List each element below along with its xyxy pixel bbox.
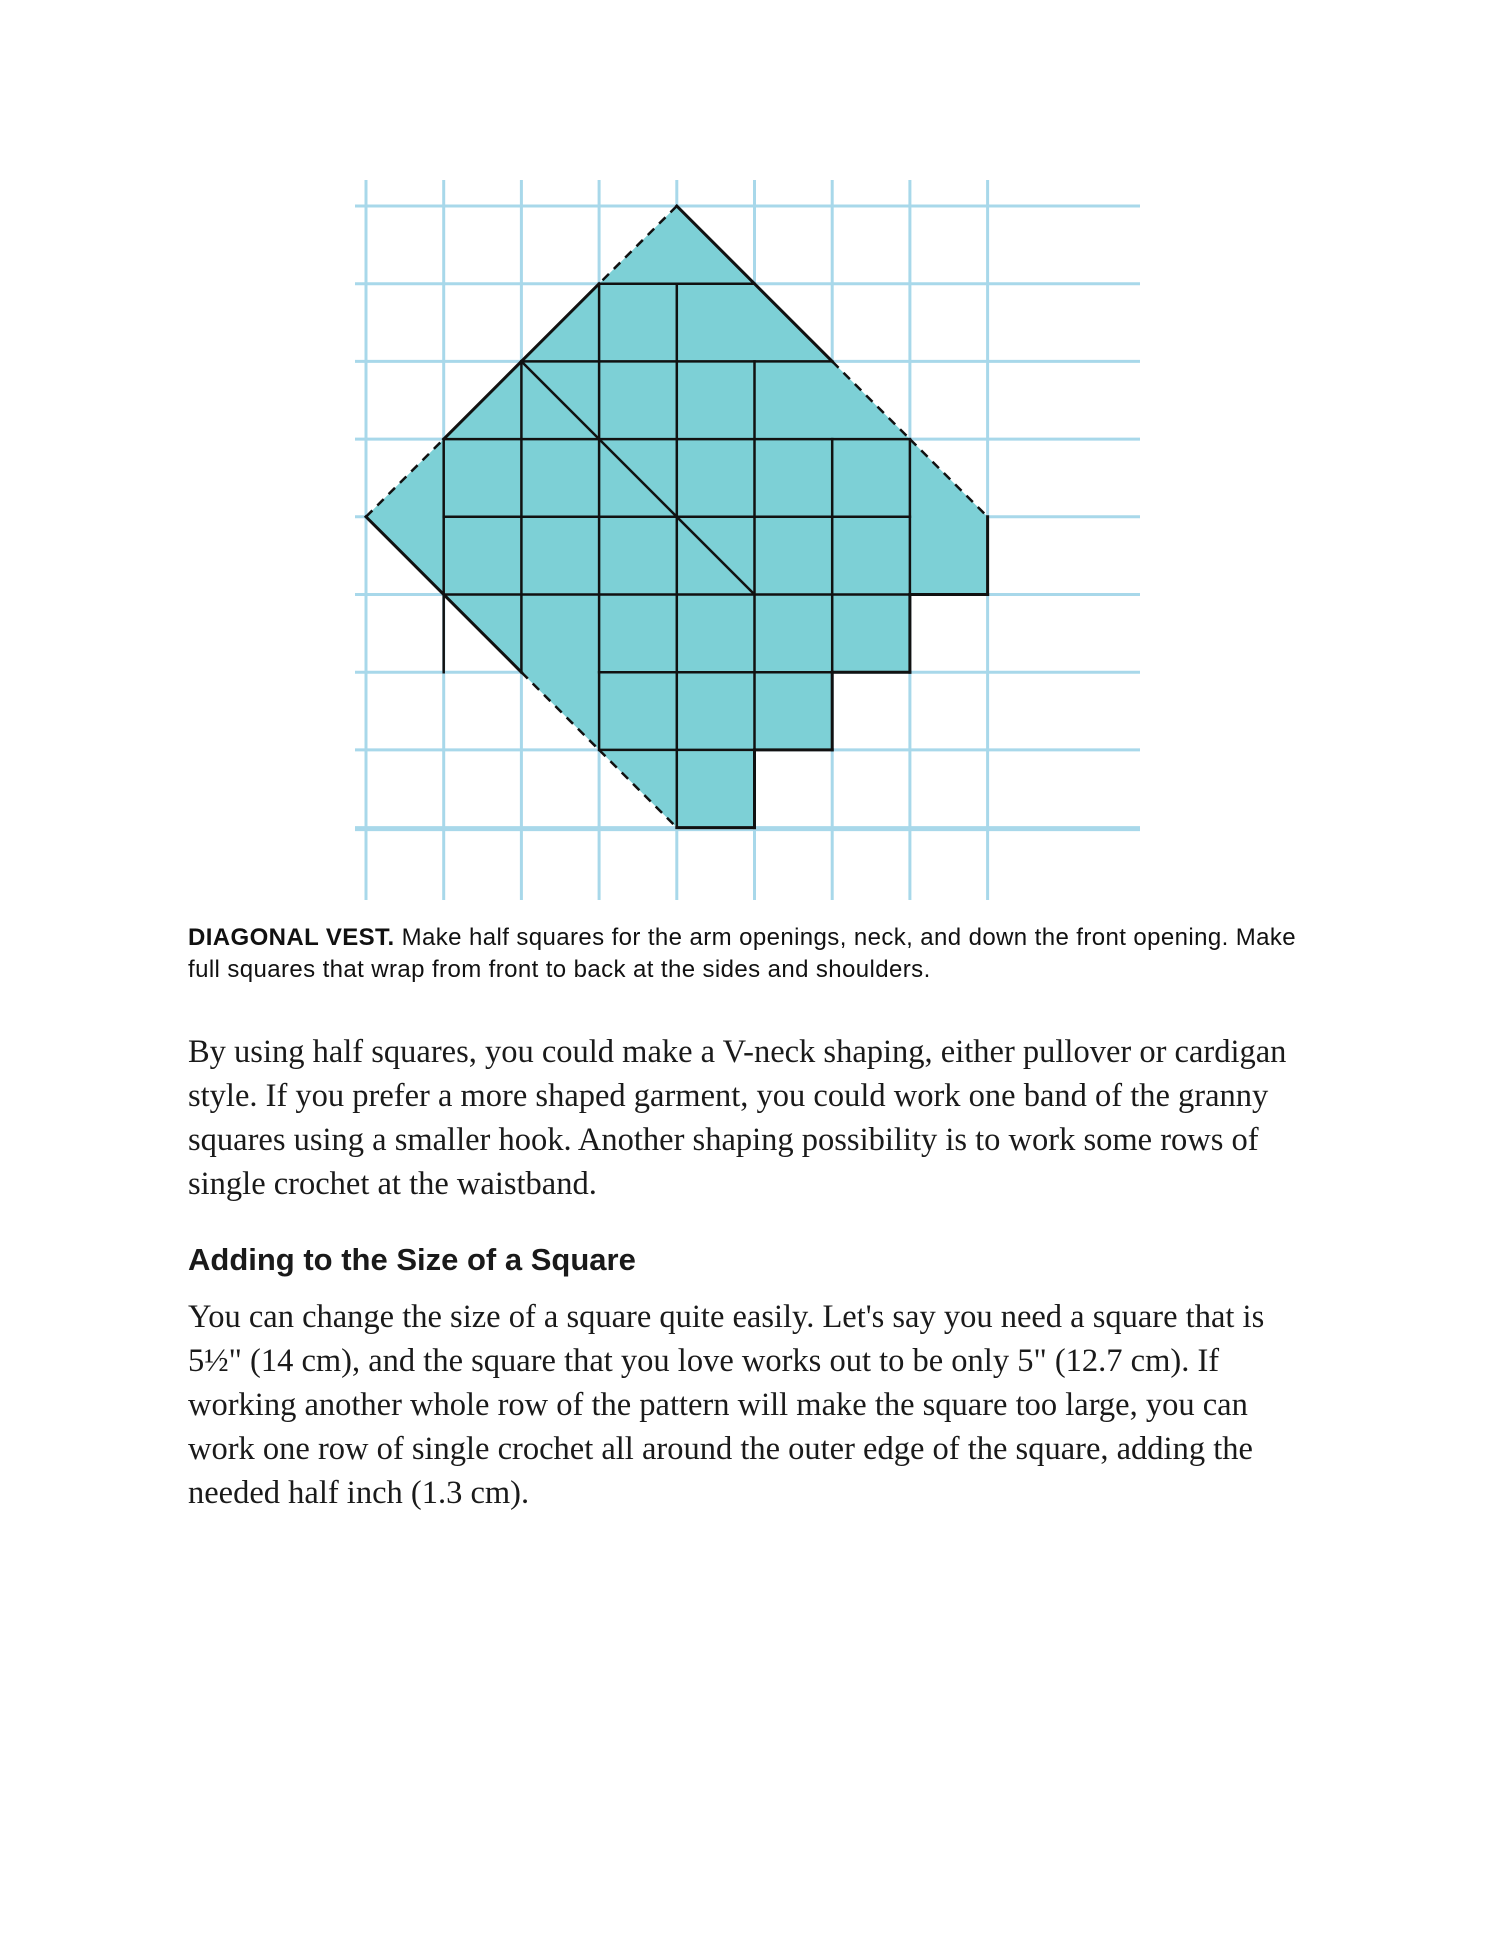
figure-caption xyxy=(188,922,1308,986)
section-heading: Adding to the Size of a Square xyxy=(188,1242,636,1277)
caption-text: Make half squares for the arm openings, neck, and down the front opening. Make full squares that wrap from front to back at the sides and shoulders. xyxy=(188,924,1296,983)
caption-title: DIAGONAL VEST. xyxy=(188,924,395,951)
paragraph-half-squares: By using half squares, you could make a V-neck shaping, either pullover or cardigan style. If you prefer a more shaped garment, you could work one band of the granny squares using a smaller hook. Another shaping possibility is to work some rows of single crochet at the waistband. xyxy=(188,1034,1287,1202)
diagonal-vest-diagram xyxy=(350,178,1150,908)
paragraph-square-size: You can change the size of a square quite easily. Let's say you need a square that is 5½" (14 cm), and the square that you love works out to be only 5" (12.7 cm). If working another whole row of the pattern will make the square too large, you can work one row of single crochet all around the outer edge of the square, adding the needed half inch (1.3 cm). xyxy=(188,1299,1265,1511)
